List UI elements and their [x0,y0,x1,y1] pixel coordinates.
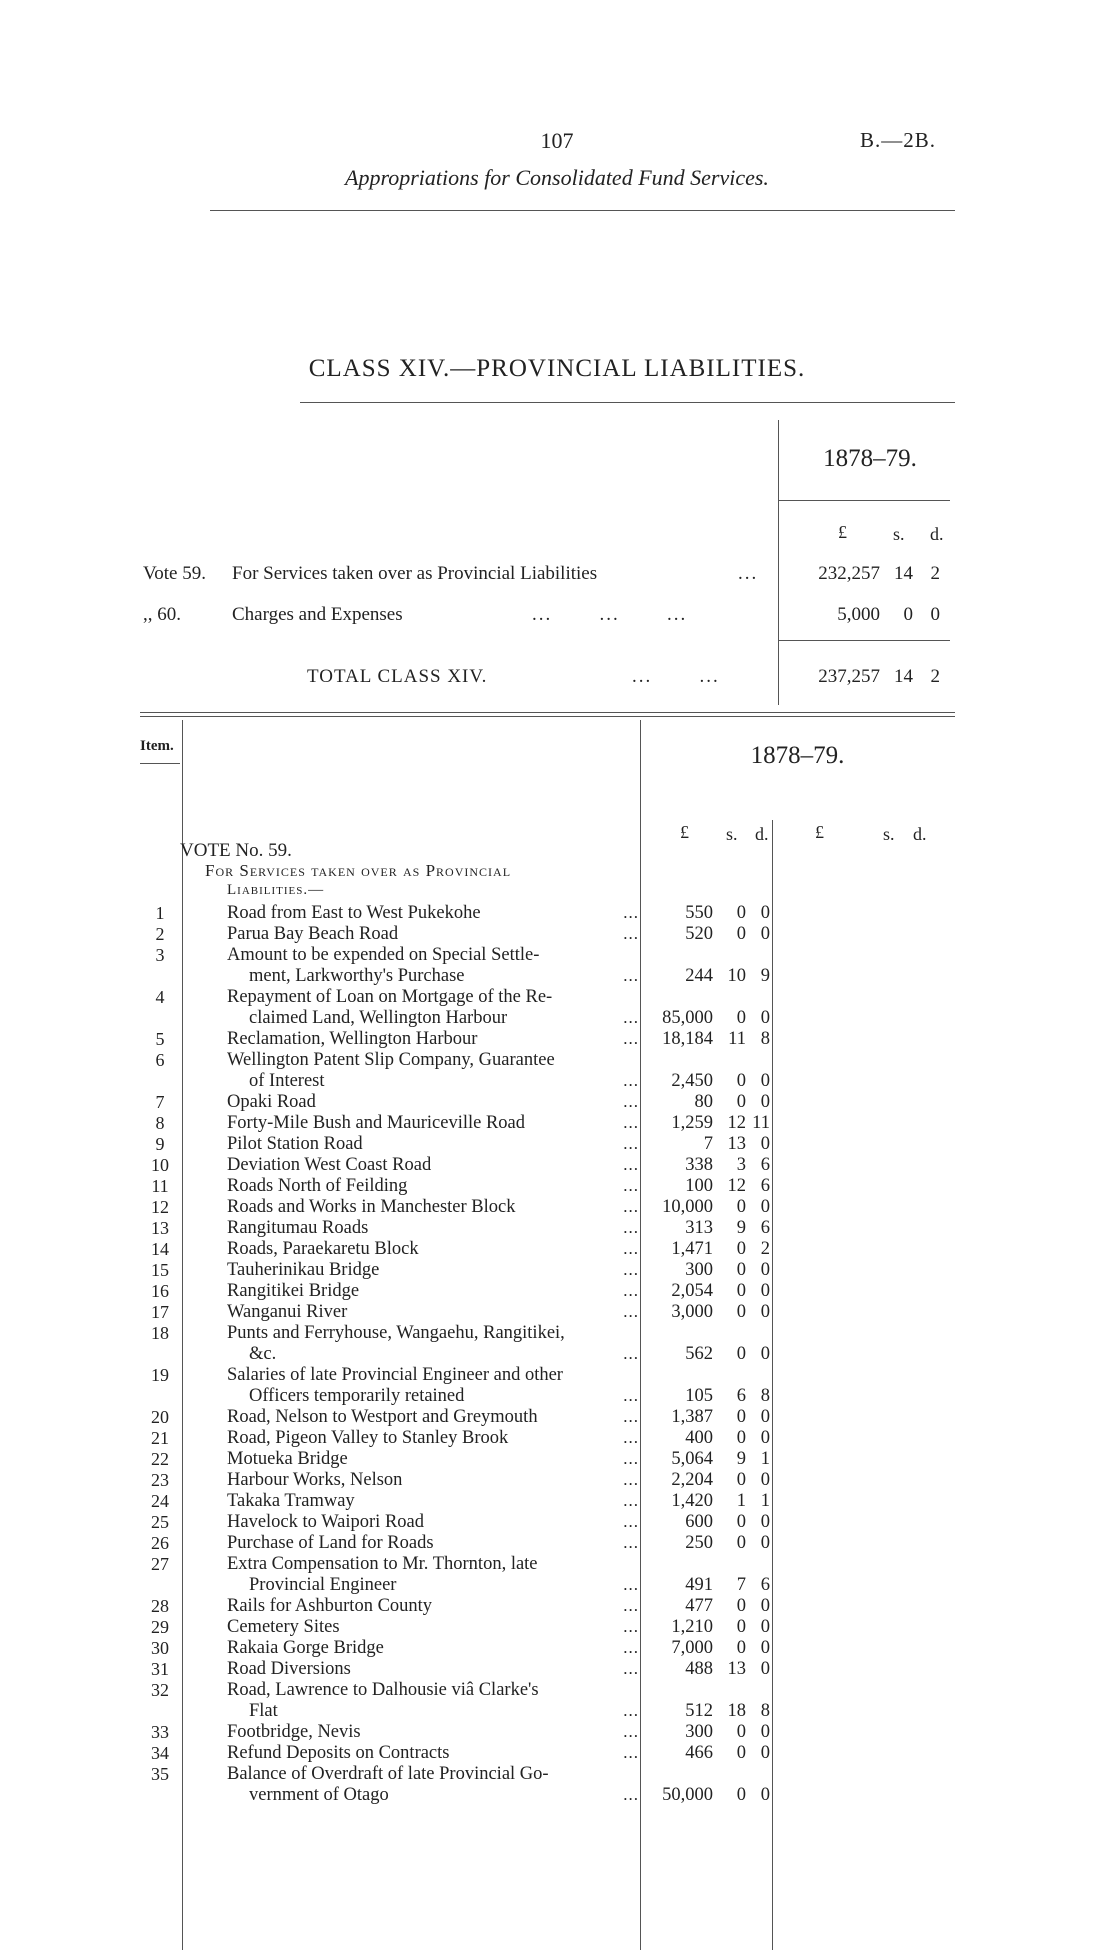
detail-shillings-label: s. [883,824,895,844]
item-description-line: Havelock to Waipori Road [227,1512,424,1532]
summary-vote-number: Vote 59. [143,563,206,584]
item-pence: 0 [760,1722,770,1742]
detail-pounds-symbol: £ [815,822,824,842]
section-rule [140,712,955,713]
item-description-line: Rakaia Gorge Bridge [227,1638,384,1658]
item-description-line: Deviation West Coast Road [227,1155,432,1175]
leader-dots: ... [623,1008,639,1027]
leader-dots: ... [623,924,639,943]
item-description-line: Punts and Ferryhouse, Wangaehu, Rangitikei, [227,1323,565,1343]
item-shillings: 1 [736,1491,746,1511]
item-shillings: 18 [727,1701,746,1721]
item-pence: 0 [760,1428,770,1448]
item-number: 22 [151,1449,169,1469]
item-pence: 0 [760,1743,770,1763]
leader-dots: ... [623,1197,639,1216]
item-pence: 0 [760,1197,770,1217]
item-pence: 0 [760,1281,770,1301]
item-description-line: Extra Compensation to Mr. Thornton, late [227,1554,538,1574]
item-pence: 0 [760,1533,770,1553]
item-shillings: 13 [727,1659,746,1679]
item-shillings: 0 [736,1407,746,1427]
item-description-line: Road, Nelson to Westport and Greymouth [227,1407,538,1427]
item-description-line: Road from East to West Pukekohe [227,903,481,923]
item-amount: 10,000 [662,1197,713,1217]
item-shillings: 12 [727,1113,746,1133]
item-amount: 300 [685,1722,713,1742]
item-amount: 313 [685,1218,713,1238]
item-pence: 0 [760,1302,770,1322]
leader-dots: ... [623,966,639,985]
document-reference: B.—2B. [859,128,936,152]
item-shillings: 0 [736,1344,746,1364]
item-description-line: Balance of Overdraft of late Provincial Go- [227,1764,549,1784]
summary-total-amount: 237,257 [818,666,880,687]
item-shillings: 0 [736,1722,746,1742]
summary-subtotal-rule [778,640,950,641]
running-title: Appropriations for Consolidated Fund Services. [345,165,769,190]
item-shillings: 0 [736,1596,746,1616]
item-description-line: Wellington Patent Slip Company, Guarantee [227,1050,555,1070]
item-amount: 338 [685,1155,713,1175]
detail-shillings-label: s. [726,824,738,844]
leader-dots: ... [623,1533,639,1552]
item-pence: 8 [760,1701,770,1721]
item-pence: 0 [760,1470,770,1490]
item-number: 35 [151,1764,169,1784]
leader-dots: ... [623,1092,639,1111]
item-amount: 2,450 [671,1071,713,1091]
item-description-line: Road, Lawrence to Dalhousie viâ Clarke's [227,1680,539,1700]
item-number: 18 [151,1323,169,1343]
item-pence: 6 [760,1575,770,1595]
item-pence: 6 [760,1218,770,1238]
item-number: 23 [151,1470,169,1490]
item-number: 11 [151,1176,169,1196]
summary-row-label: For Services taken over as Provincial Liabilities [232,563,598,584]
item-description-line: ment, Larkworthy's Purchase [249,966,465,986]
item-pence: 8 [760,1029,770,1049]
item-amount: 50,000 [662,1785,713,1805]
summary-amount: 5,000 [837,604,880,625]
item-description-line: Roads North of Feilding [227,1176,408,1196]
leader-dots: ... [623,1449,639,1468]
item-amount: 520 [685,924,713,944]
leader-dots: ... [623,1659,639,1678]
item-number: 7 [155,1092,165,1112]
item-pence: 11 [752,1113,770,1133]
item-description-line: vernment of Otago [249,1785,389,1805]
summary-pounds-symbol: £ [838,522,847,542]
item-amount: 1,471 [671,1239,713,1259]
item-shillings: 0 [736,1428,746,1448]
item-pence: 0 [760,903,770,923]
leader-dots: ... [623,1491,639,1510]
item-description-line: Road, Pigeon Valley to Stanley Brook [227,1428,509,1448]
item-number: 13 [151,1218,169,1238]
item-shillings: 0 [736,1260,746,1280]
item-amount: 2,054 [671,1281,713,1301]
item-amount: 600 [685,1512,713,1532]
item-amount: 550 [685,903,713,923]
item-number: 4 [155,987,165,1007]
detail-pence-label: d. [755,824,769,844]
item-pence: 0 [760,1008,770,1028]
item-amount: 85,000 [662,1008,713,1028]
item-number: 19 [151,1365,169,1385]
item-description-line: Wanganui River [227,1302,348,1322]
item-description-line: Flat [249,1701,278,1721]
item-description-line: Officers temporarily retained [249,1386,465,1406]
item-amount: 477 [685,1596,713,1616]
leader-dots: ... [623,1470,639,1489]
item-description-line: Roads and Works in Manchester Block [227,1197,516,1217]
item-description-line: Roads, Paraekaretu Block [227,1239,419,1259]
item-shillings: 0 [736,924,746,944]
item-shillings: 0 [736,1071,746,1091]
item-pence: 1 [760,1491,770,1511]
item-description-line: Opaki Road [227,1092,316,1112]
item-pence: 1 [760,1449,770,1469]
summary-pence-label: d. [930,524,944,544]
leader-dots: ... [738,563,759,584]
item-description-line: Forty-Mile Bush and Mauriceville Road [227,1113,526,1133]
item-pence: 6 [760,1176,770,1196]
item-shillings: 0 [736,1638,746,1658]
leader-dots: ... [623,1407,639,1426]
leader-dots: ... [623,1617,639,1636]
item-amount: 80 [694,1092,713,1112]
item-description-line: Repayment of Loan on Mortgage of the Re- [227,987,553,1007]
item-amount: 244 [685,966,713,986]
item-amount: 100 [685,1176,713,1196]
summary-total-shillings: 14 [894,666,913,687]
item-amount: 1,259 [671,1113,713,1133]
item-description-line: Rangitumau Roads [227,1218,369,1238]
summary-vote-number: ,, 60. [143,604,181,625]
class-title: CLASS XIV.—PROVINCIAL LIABILITIES. [308,355,806,382]
item-description-line: Salaries of late Provincial Engineer and other [227,1365,563,1385]
item-number: 9 [155,1134,165,1154]
item-pence: 8 [760,1386,770,1406]
leader-dots: ... [623,1281,639,1300]
summary-row-label: Charges and Expenses [232,604,403,625]
item-amount: 7 [703,1134,713,1154]
vote-subheading: Liabilities.— [227,882,325,898]
item-shillings: 3 [736,1155,746,1175]
item-amount: 562 [685,1344,713,1364]
leader-dots: ... [623,1428,639,1447]
leader-dots: ... [623,1302,639,1321]
item-shillings: 12 [727,1176,746,1196]
item-number: 3 [155,945,165,965]
item-column-divider [182,720,183,1950]
summary-year-rule [778,500,950,501]
item-number: 31 [151,1659,169,1679]
leader-dots: ... [623,1722,639,1741]
item-number: 26 [151,1533,169,1553]
item-number: 29 [151,1617,169,1637]
summary-amount: 232,257 [818,563,880,584]
item-pence: 0 [760,924,770,944]
leader-dots: ... [623,1638,639,1657]
item-shillings: 9 [736,1218,746,1238]
item-number: 10 [151,1155,169,1175]
summary-shillings-label: s. [893,524,905,544]
leader-dots: ... [623,1218,639,1237]
item-amount: 250 [685,1533,713,1553]
item-amount: 300 [685,1260,713,1280]
item-number: 21 [151,1428,169,1448]
item-shillings: 0 [736,1008,746,1028]
item-number: 28 [151,1596,169,1616]
leader-dots: ... [623,1176,639,1195]
summary-pence: 2 [930,563,940,584]
item-shillings: 0 [736,1302,746,1322]
amount-column-divider [640,720,641,1950]
item-amount: 18,184 [662,1029,713,1049]
item-description-line: Cemetery Sites [227,1617,340,1637]
item-pence: 6 [760,1155,770,1175]
item-number: 32 [151,1680,169,1700]
item-description-line: Refund Deposits on Contracts [227,1743,450,1763]
item-shillings: 7 [736,1575,746,1595]
item-number: 2 [155,924,165,944]
item-shillings: 0 [736,1785,746,1805]
pence-column-divider [772,820,773,1950]
item-amount: 1,420 [671,1491,713,1511]
item-amount: 5,064 [671,1449,713,1469]
item-description-line: Parua Bay Beach Road [227,924,399,944]
summary-year: 1878–79. [823,445,917,472]
item-description-line: Footbridge, Nevis [227,1722,361,1742]
item-shillings: 0 [736,1512,746,1532]
item-pence: 2 [760,1239,770,1259]
item-amount: 1,210 [671,1617,713,1637]
item-shillings: 0 [736,1239,746,1259]
item-pence: 0 [760,1617,770,1637]
summary-pence: 0 [930,604,940,625]
item-shillings: 6 [736,1386,746,1406]
item-pence: 0 [760,1659,770,1679]
item-amount: 7,000 [671,1638,713,1658]
leader-dots: ... [623,1071,639,1090]
item-description-line: Provincial Engineer [249,1575,397,1595]
leader-dots: ... [623,1239,639,1258]
item-pence: 0 [760,1596,770,1616]
item-description-line: Pilot Station Road [227,1134,363,1154]
detail-pounds-symbol: £ [680,822,689,842]
item-shillings: 13 [727,1134,746,1154]
item-pence: 0 [760,1785,770,1805]
leader-dots: ... [623,1743,639,1762]
item-number: 20 [151,1407,169,1427]
item-shillings: 0 [736,1092,746,1112]
item-shillings: 11 [728,1029,746,1049]
item-number: 17 [151,1302,169,1322]
summary-shillings: 0 [903,604,913,625]
leader-dots: ... [623,1344,639,1363]
detail-year: 1878–79. [750,742,845,769]
summary-total-label: TOTAL CLASS XIV. [307,666,488,687]
vote-heading: VOTE No. 59. [180,840,292,861]
item-number: 34 [151,1743,169,1763]
item-header-rule [140,763,180,764]
item-number: 33 [151,1722,169,1742]
item-description-line: &c. [249,1344,277,1364]
item-number: 16 [151,1281,169,1301]
leader-dots: ... [623,1785,639,1804]
item-shillings: 0 [736,1533,746,1553]
item-pence: 0 [760,1638,770,1658]
leader-dots: ... ... ... [532,604,688,625]
item-pence: 0 [760,1344,770,1364]
item-description-line: Purchase of Land for Roads [227,1533,434,1553]
item-description-line: Harbour Works, Nelson [227,1470,403,1490]
item-shillings: 0 [736,1617,746,1637]
header-rule [210,210,955,211]
item-amount: 2,204 [671,1470,713,1490]
item-shillings: 10 [727,966,746,986]
item-pence: 0 [760,1092,770,1112]
item-description-line: Rangitikei Bridge [227,1281,360,1301]
item-pence: 0 [760,1071,770,1091]
item-description-line: Takaka Tramway [227,1491,355,1511]
leader-dots: ... [623,1260,639,1279]
class-title-rule [300,402,955,403]
item-number: 15 [151,1260,169,1280]
item-number: 8 [155,1113,165,1133]
item-description-line: Amount to be expended on Special Settle- [227,945,540,965]
leader-dots: ... [623,903,639,922]
summary-column-divider [778,420,779,705]
item-number: 12 [151,1197,169,1217]
detail-pence-label: d. [913,824,927,844]
leader-dots: ... [623,1596,639,1615]
item-shillings: 0 [736,1197,746,1217]
item-pence: 0 [760,1134,770,1154]
vote-subheading: For Services taken over as Provincial [205,861,512,880]
item-pence: 0 [760,1407,770,1427]
item-number: 24 [151,1491,169,1511]
item-description-line: of Interest [249,1071,325,1091]
item-amount: 488 [685,1659,713,1679]
item-amount: 491 [685,1575,713,1595]
item-description-line: Road Diversions [227,1659,351,1679]
item-column-header: Item. [140,738,174,754]
item-amount: 466 [685,1743,713,1763]
item-number: 6 [155,1050,165,1070]
summary-shillings: 14 [894,563,913,584]
item-pence: 9 [760,966,770,986]
leader-dots: ... [623,1029,639,1048]
item-description-line: Motueka Bridge [227,1449,348,1469]
item-number: 14 [151,1239,169,1259]
item-description-line: Rails for Ashburton County [227,1596,433,1616]
section-rule [140,716,955,717]
item-number: 30 [151,1638,169,1658]
item-shillings: 0 [736,903,746,923]
item-description-line: claimed Land, Wellington Harbour [249,1008,508,1028]
item-pence: 0 [760,1260,770,1280]
item-number: 27 [151,1554,169,1574]
item-amount: 1,387 [671,1407,713,1427]
summary-total-pence: 2 [930,666,940,687]
item-shillings: 0 [736,1470,746,1490]
item-amount: 105 [685,1386,713,1406]
item-number: 5 [155,1029,165,1049]
item-shillings: 0 [736,1281,746,1301]
leader-dots: ... [623,1134,639,1153]
leader-dots: ... [623,1575,639,1594]
item-amount: 512 [685,1701,713,1721]
item-shillings: 9 [736,1449,746,1469]
item-description-line: Tauherinikau Bridge [227,1260,380,1280]
leader-dots: ... [623,1113,639,1132]
item-amount: 3,000 [671,1302,713,1322]
item-shillings: 0 [736,1743,746,1763]
item-description-line: Reclamation, Wellington Harbour [227,1029,478,1049]
item-number: 25 [151,1512,169,1532]
leader-dots: ... [623,1386,639,1405]
page-number: 107 [540,128,574,153]
item-amount: 400 [685,1428,713,1448]
leader-dots: ... ... [632,666,720,687]
leader-dots: ... [623,1512,639,1531]
item-number: 1 [155,903,165,923]
leader-dots: ... [623,1155,639,1174]
leader-dots: ... [623,1701,639,1720]
item-pence: 0 [760,1512,770,1532]
